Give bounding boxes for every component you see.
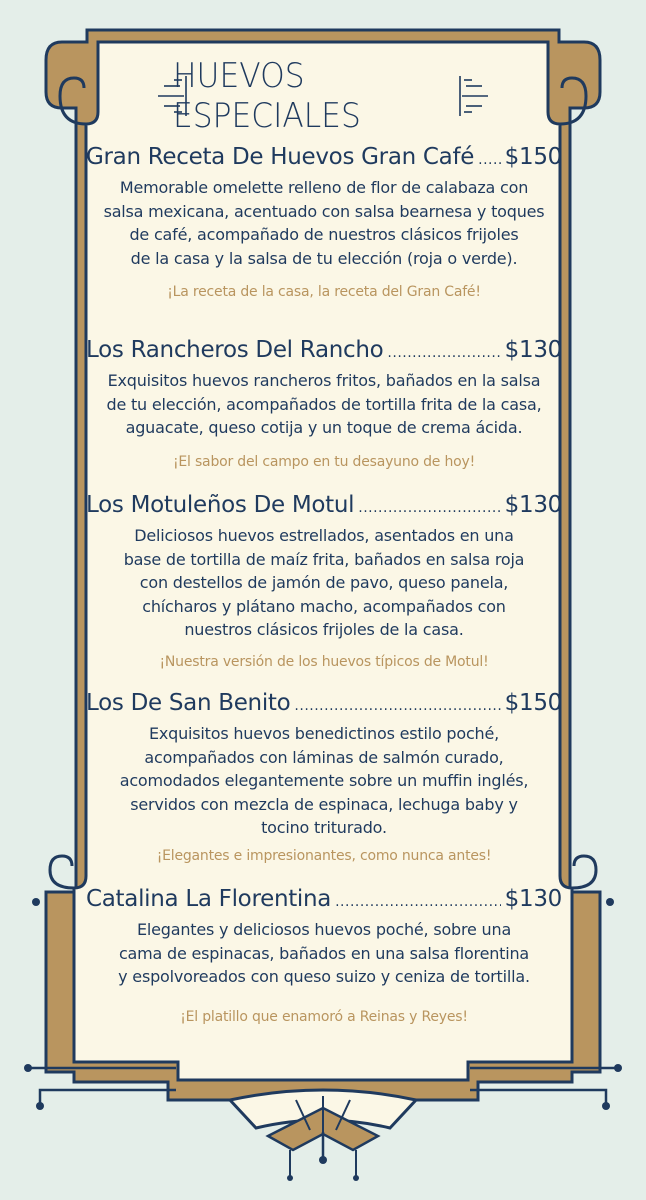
dot-leader <box>387 345 500 361</box>
menu-item-name: Los Rancheros Del Rancho <box>86 337 384 363</box>
menu-list <box>86 0 562 1200</box>
menu-item-price: $130 <box>504 337 562 363</box>
side-scroll-right <box>572 856 596 888</box>
menu-item-description: Memorable omelette relleno de flor de calabaza con salsa mexicana, acentuado con salsa bearnesa y toques de café, acompañado de nuestros clásicos frijoles de la casa y la salsa de tu elección (roja o verde). <box>103 178 545 268</box>
menu-item-price: $130 <box>504 886 562 912</box>
menu-item-tagline: ¡El platillo que enamoró a Reinas y Reyes! <box>180 1008 468 1025</box>
side-scroll-left <box>50 856 74 888</box>
menu-item-tagline: ¡El sabor del campo en tu desayuno de hoy! <box>172 453 476 470</box>
menu-item-header <box>86 144 562 170</box>
menu-item-tagline: ¡Nuestra versión de los huevos típicos de Motul! <box>159 653 489 670</box>
menu-item-price: $150 <box>504 690 562 716</box>
menu-item-name: Los Motuleños De Motul <box>86 492 355 518</box>
menu-item-price: $150 <box>504 144 562 170</box>
dot-leader <box>478 152 501 168</box>
dot-leader <box>358 500 500 516</box>
menu-item <box>86 337 562 470</box>
dot-leader <box>294 698 500 714</box>
dot-leader <box>335 894 501 910</box>
menu-item-header <box>86 690 562 716</box>
menu-item <box>86 690 562 864</box>
menu-item-tagline: ¡Elegantes e impresionantes, como nunca antes! <box>156 847 492 864</box>
menu-item <box>86 492 562 670</box>
menu-item-header <box>86 337 562 363</box>
menu-item-description: Exquisitos huevos rancheros fritos, bañados en la salsa de tu elección, acompañados de tortilla frita de la casa, aguacate, queso cotija y un toque de crema ácida. <box>106 371 542 437</box>
menu-item-name: Catalina La Florentina <box>86 886 332 912</box>
menu-item-name: Los De San Benito <box>86 690 291 716</box>
menu-item <box>86 144 562 300</box>
menu-title: HUEVOS ESPECIALES <box>173 56 361 136</box>
menu-item-name: Gran Receta De Huevos Gran Café <box>86 144 475 170</box>
menu-item-description: Exquisitos huevos benedictinos estilo poché, acompañados con láminas de salmón curado, acomodados elegantemente sobre un muffin inglés, servidos con mezcla de espinaca, lechuga baby y tocino triturado. <box>119 724 529 837</box>
menu-item-description: Deliciosos huevos estrellados, asentados en una base de tortilla de maíz frita, bañados en salsa roja con destellos de jamón de pavo, queso panela, chícharos y plátano macho, acompañados con nuestros clásicos frijoles de la casa. <box>123 526 525 639</box>
menu-item <box>86 886 562 1025</box>
menu-item-description: Elegantes y deliciosos huevos poché, sobre una cama de espinacas, bañados en una salsa florentina y espolvoreados con queso suizo y ceniza de tortilla. <box>118 920 530 986</box>
menu-item-tagline: ¡La receta de la casa, la receta del Gran Café! <box>167 284 481 300</box>
menu-item-header <box>86 492 562 518</box>
menu-item-header <box>86 886 562 912</box>
menu-item-price: $130 <box>504 492 562 518</box>
